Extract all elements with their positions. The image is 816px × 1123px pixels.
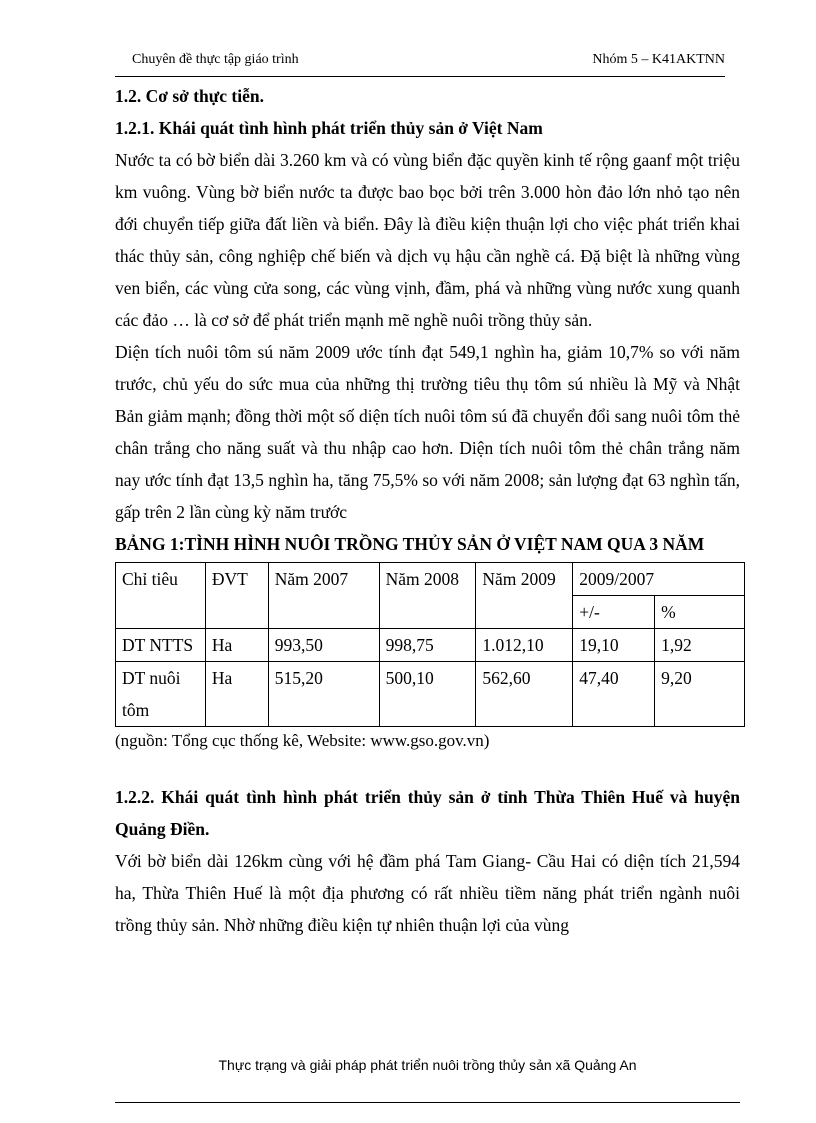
header-course-title: Chuyên đề thực tập giáo trình xyxy=(132,52,299,67)
table-cell: 515,20 xyxy=(268,662,379,727)
paragraph-shrimp-area: Diện tích nuôi tôm sú năm 2009 ước tính đạt 549,1 nghìn ha, giảm 10,7% so với năm trước, chủ yếu do sức mua của những thị trường tiêu thụ tôm sú nhiều là Mỹ và Nhật Bản giảm mạnh; đồng thời một số diện tích nuôi tôm sú đã chuyển đổi sang nuôi tôm thẻ chân trắng cho năng suất và thu nhập cao hơn. Diện tích nuôi tôm thẻ chân trắng năm nay ước tính đạt 13,5 nghìn ha, tăng 75,5% so với năm 2008; sản lượng đạt 63 nghìn tấn, gấp trên 2 lần cùng kỳ năm trước xyxy=(115,342,740,522)
paragraph-vietnam-coastline: Nước ta có bờ biển dài 3.260 km và có vùng biển đặc quyền kinh tế rộng gaanf một triệu km vuông. Vùng bờ biển nước ta được bao bọc bởi trên 3.000 hòn đảo lớn nhỏ tạo nên đới chuyển tiếp giữa đất liền và biển. Đây là điều kiện thuận lợi cho việc phát triển khai thác thủy sản, công nghiệp chế biến và dịch vụ hậu cần nghề cá. Đặ biệt là những vùng ven biển, các vùng cửa song, các vùng vịnh, đầm, phá và những vùng nước xung quanh các đảo … là cơ sở để phát triển mạnh mẽ nghề nuôi trồng thủy sản. xyxy=(115,150,740,330)
table-row xyxy=(116,662,745,727)
header-cell-2008: Năm 2008 xyxy=(379,563,476,629)
aquaculture-table xyxy=(115,562,745,727)
header-cell-comparison: 2009/2007 xyxy=(573,563,745,596)
section-1-2-heading: 1.2. Cơ sở thực tiễn. xyxy=(115,86,264,106)
header-cell-2007: Năm 2007 xyxy=(268,563,379,629)
header-cell-2009: Năm 2009 xyxy=(476,563,573,629)
table-header-row xyxy=(116,563,745,596)
table-cell: 993,50 xyxy=(268,629,379,662)
header-cell-unit: ĐVT xyxy=(205,563,268,629)
header-cell-percent: % xyxy=(655,596,745,629)
table-cell: 998,75 xyxy=(379,629,476,662)
table-cell: DT NTTS xyxy=(116,629,206,662)
page-header xyxy=(115,50,725,77)
table-cell: 47,40 xyxy=(573,662,655,727)
section-1-2-2-heading: 1.2.2. Khái quát tình hình phát triển thủy sản ở tỉnh Thừa Thiên Huế và huyện Quảng Điền. xyxy=(115,787,740,839)
section-spacer xyxy=(115,755,740,781)
table-cell: 1,92 xyxy=(655,629,745,662)
table-cell: 500,10 xyxy=(379,662,476,727)
paragraph-thua-thien-hue: Với bờ biển dài 126km cùng với hệ đầm phá Tam Giang- Cầu Hai có diện tích 21,594 ha, Thừa Thiên Huế là một địa phương có rất nhiều tiềm năng phát triển ngành nuôi trồng thủy sản. Nhờ những điều kiện tự nhiên thuận lợi của vùng xyxy=(115,851,740,935)
header-group-label: Nhóm 5 – K41AKTNN xyxy=(592,52,725,67)
section-1-2-1-heading: 1.2.1. Khái quát tình hình phát triển thủy sản ở Việt Nam xyxy=(115,118,543,138)
table-cell: DT nuôi tôm xyxy=(116,662,206,727)
table-source-note: (nguồn: Tổng cục thống kê, Website: www.gso.gov.vn) xyxy=(115,731,490,750)
table-cell: 562,60 xyxy=(476,662,573,727)
footer-document-title: Thực trạng và giải pháp phát triển nuôi trồng thủy sản xã Quảng An xyxy=(218,1057,637,1073)
table-row xyxy=(116,629,745,662)
table-cell: Ha xyxy=(205,629,268,662)
header-cell-difference: +/- xyxy=(573,596,655,629)
table-cell: 9,20 xyxy=(655,662,745,727)
document-body xyxy=(115,80,740,941)
table-1-title: BẢNG 1:TÌNH HÌNH NUÔI TRỒNG THỦY SẢN Ở VIỆT NAM QUA 3 NĂM xyxy=(115,534,705,554)
page-footer xyxy=(115,1054,740,1103)
table-cell: 1.012,10 xyxy=(476,629,573,662)
table-cell: Ha xyxy=(205,662,268,727)
header-cell-indicator: Chỉ tiêu xyxy=(116,563,206,629)
table-cell: 19,10 xyxy=(573,629,655,662)
